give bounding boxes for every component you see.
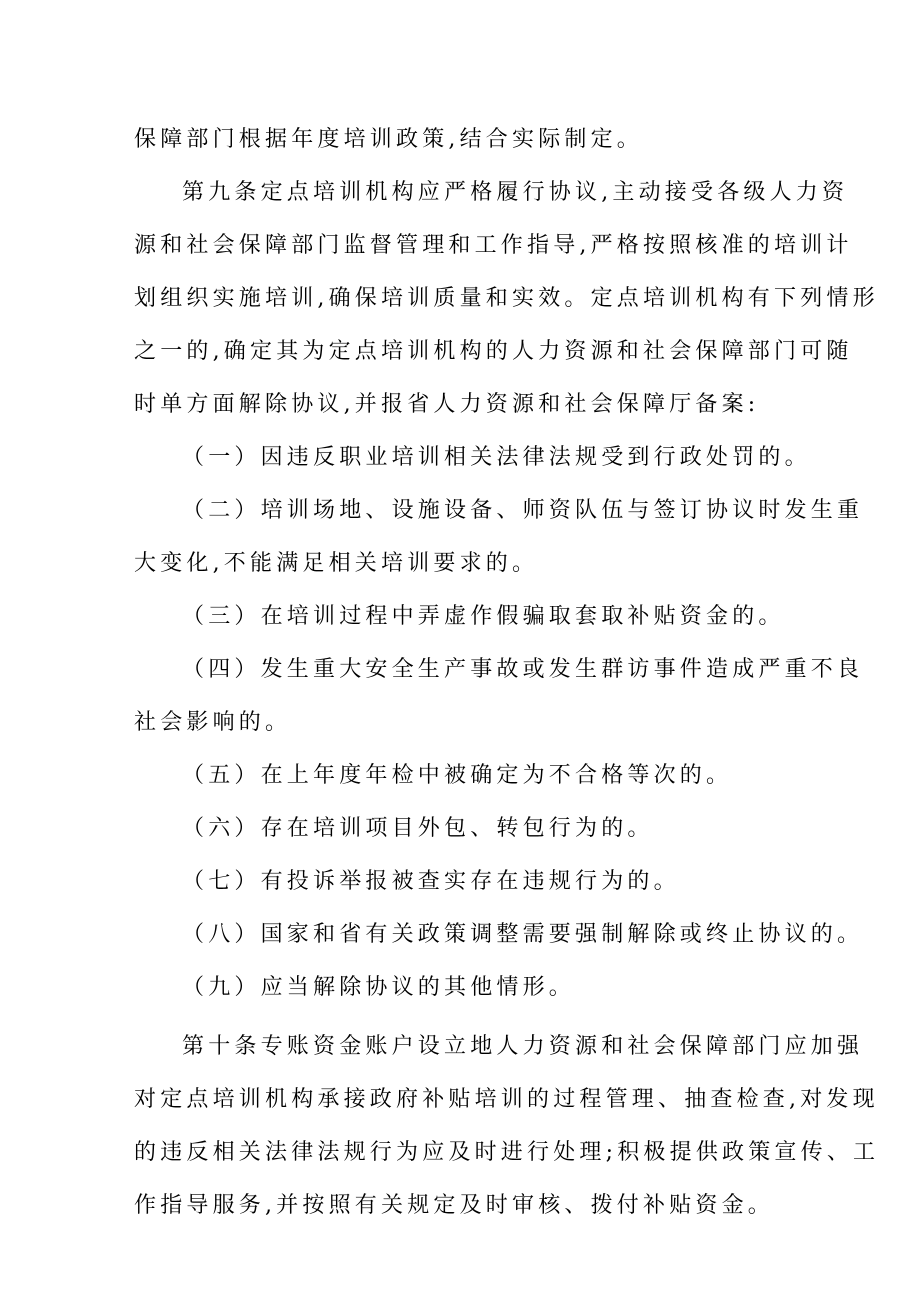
- text-line: 社会影响的。: [134, 710, 292, 735]
- list-item-9: [134, 961, 794, 1014]
- list-item-2: [134, 484, 864, 590]
- text-line: 第九条定点培训机构应严格履行协议,主动接受各级人力资: [182, 180, 849, 205]
- list-item-7: [134, 855, 794, 908]
- text-line: 时单方面解除协议,并报省人力资源和社会保障厅备案:: [134, 392, 760, 417]
- article-9-paragraph: [134, 166, 879, 431]
- list-item-1: [134, 431, 811, 484]
- text-line: （七）有投诉举报被查实存在违规行为的。: [182, 869, 680, 894]
- text-line: 大变化,不能满足相关培训要求的。: [134, 551, 539, 576]
- text-line: 之一的,确定其为定点培训机构的人力资源和社会保障部门可随: [134, 339, 853, 364]
- paragraph-continuation: [134, 113, 794, 166]
- text-line: 作指导服务,并按照有关规定及时审核、拨付补贴资金。: [134, 1193, 774, 1218]
- list-item-6: [134, 802, 794, 855]
- list-item-8: [134, 908, 864, 961]
- text-line: （一）因违反职业培训相关法律法规受到行政处罚的。: [182, 445, 811, 470]
- list-item-3: [134, 590, 794, 643]
- text-line: 保障部门根据年度培训政策,结合实际制定。: [134, 127, 643, 152]
- text-line: 对定点培训机构承接政府补贴培训的过程管理、抽查检查,对发现: [134, 1087, 879, 1112]
- text-line: 第十条专账资金账户设立地人力资源和社会保障部门应加强: [182, 1034, 864, 1059]
- article-10-paragraph: [134, 1020, 880, 1232]
- list-item-5: [134, 749, 794, 802]
- text-line: （五）在上年度年检中被确定为不合格等次的。: [182, 763, 733, 788]
- text-line: 源和社会保障部门监督管理和工作指导,严格按照核准的培训计: [134, 233, 853, 258]
- text-line: （四）发生重大安全生产事故或发生群访事件造成严重不良: [182, 657, 864, 682]
- text-line: （二）培训场地、设施设备、师资队伍与签订协议时发生重: [182, 498, 864, 523]
- text-line: （六）存在培训项目外包、转包行为的。: [182, 816, 654, 841]
- text-line: （八）国家和省有关政策调整需要强制解除或终止协议的。: [182, 922, 864, 947]
- text-line: 的违反相关法律法规行为应及时进行处理;积极提供政策宣传、工: [134, 1140, 880, 1165]
- list-item-4: [134, 643, 864, 749]
- text-line: （九）应当解除协议的其他情形。: [182, 975, 576, 1000]
- document-page: [134, 113, 880, 1232]
- text-line: 划组织实施培训,确保培训质量和实效。定点培训机构有下列情形: [134, 286, 879, 311]
- text-line: （三）在培训过程中弄虚作假骗取套取补贴资金的。: [182, 604, 785, 629]
